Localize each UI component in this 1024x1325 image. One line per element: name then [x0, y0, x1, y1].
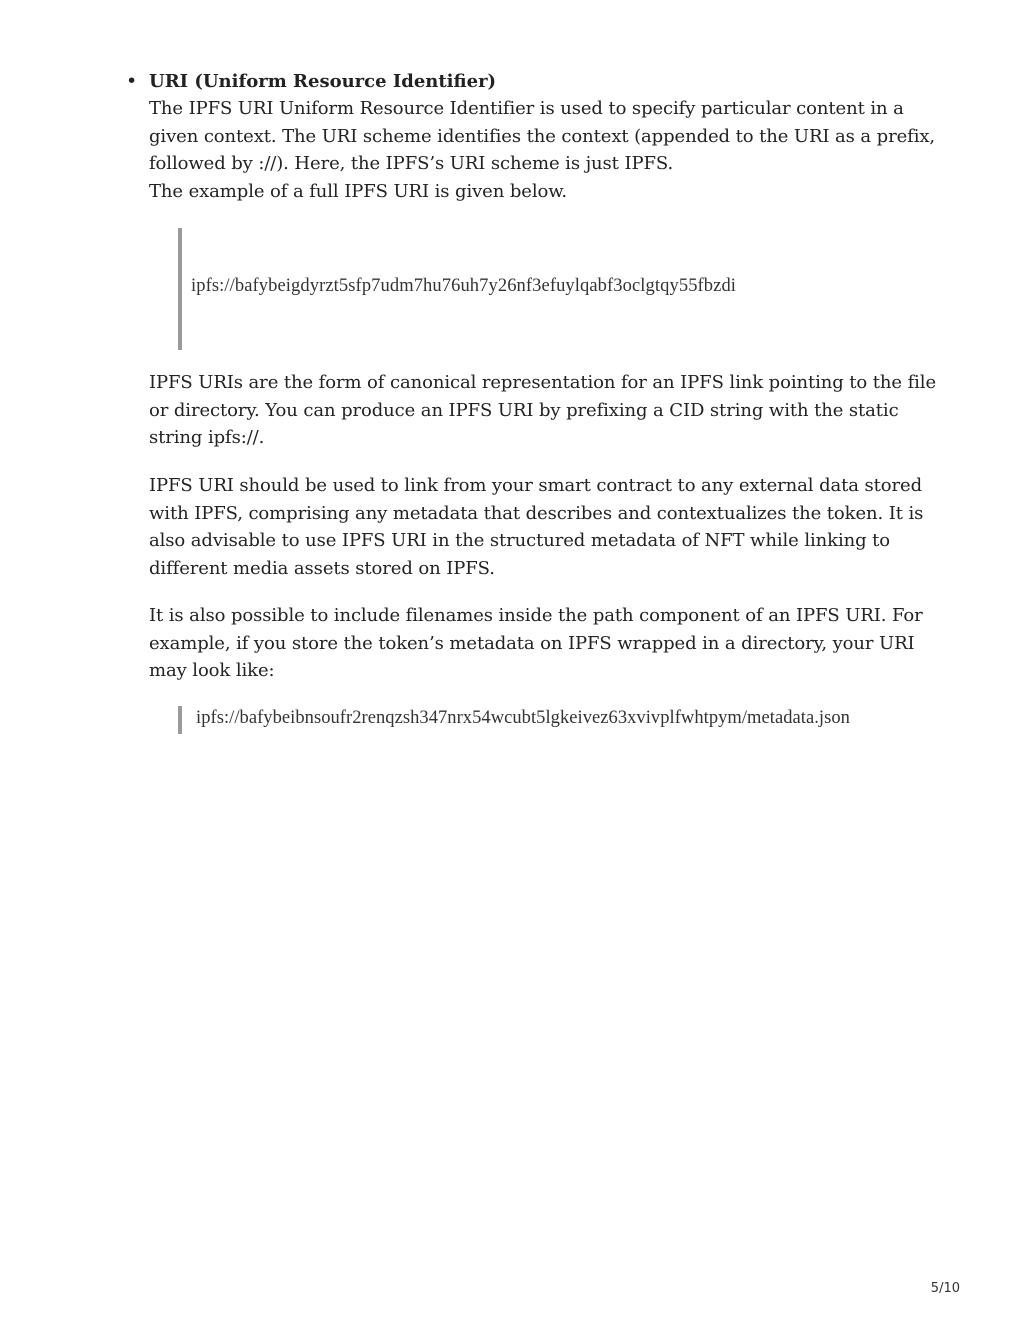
paragraph-line: IPFS URIs are the form of canonical representation for an IPFS link pointing to the file [149, 372, 937, 393]
ipfs-uri-example: ipfs://bafybeigdyrzt5sfp7udm7hu76uh7y26nf3efuylqabf3oclgtqy55fbzdi [191, 276, 737, 296]
paragraph-line: may look like: [149, 660, 275, 681]
paragraph-line: IPFS URI should be used to link from your smart contract to any external data stored [149, 475, 922, 496]
bullet-marker: • [126, 70, 138, 92]
blockquote-metadata-uri [178, 706, 942, 734]
ipfs-metadata-uri: ipfs://bafybeibnsoufr2renqzsh347nrx54wcubt5lgkeivez63xvivplfwhtpym/metadata.json [196, 708, 850, 728]
section-heading: URI (Uniform Resource Identifier) [149, 71, 497, 92]
paragraph-line: string ipfs://. [149, 427, 265, 448]
blockquote-uri-example [178, 228, 942, 350]
paragraph-line: also advisable to use IPFS URI in the structured metadata of NFT while linking to [149, 530, 891, 551]
paragraph-line: with IPFS, comprising any metadata that describes and contextualizes the token. It is [149, 502, 924, 524]
intro-line: followed by ://). Here, the IPFS’s URI scheme is just IPFS. [149, 153, 674, 174]
paragraph-line: example, if you store the token’s metadata on IPFS wrapped in a directory, your URI [149, 632, 915, 654]
intro-line: The example of a full IPFS URI is given below. [149, 180, 568, 202]
paragraph-filenames [149, 602, 939, 685]
intro-line: The IPFS URI Uniform Resource Identifier is used to specify particular content in a [149, 98, 904, 119]
paragraph-line: different media assets stored on IPFS. [149, 557, 495, 579]
bullet-list [120, 68, 936, 205]
intro-paragraph [149, 95, 936, 205]
paragraph-line: It is also possible to include filenames inside the path component of an IPFS URI. For [149, 605, 923, 626]
intro-line: given context. The URI scheme identifies the context (appended to the URI as a prefix, [149, 125, 936, 147]
page-number: 5/10 [930, 1281, 960, 1296]
paragraph-smart-contract [149, 472, 939, 582]
paragraph-canonical [149, 369, 939, 452]
list-item-uri [120, 68, 936, 205]
paragraph-line: or directory. You can produce an IPFS URI by prefixing a CID string with the static [149, 399, 899, 421]
